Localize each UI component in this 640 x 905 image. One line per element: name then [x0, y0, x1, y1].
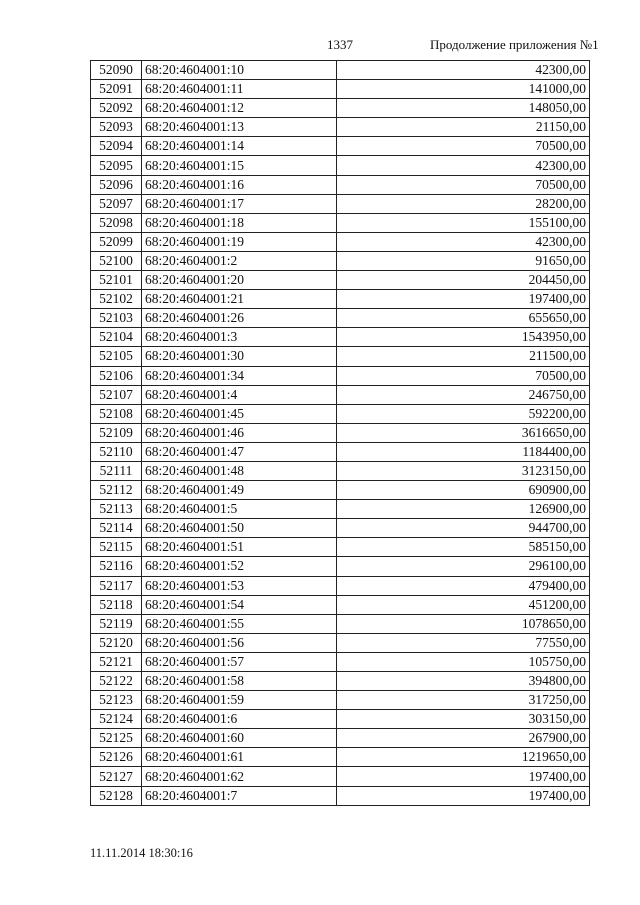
- cadastral-number: 68:20:4604001:59: [142, 691, 337, 710]
- row-number: 52091: [91, 80, 142, 99]
- cadastral-number: 68:20:4604001:26: [142, 309, 337, 328]
- table-row: [91, 232, 590, 251]
- cadastral-value: 1543950,00: [337, 328, 590, 347]
- table-row: [91, 137, 590, 156]
- row-number: 52100: [91, 251, 142, 270]
- table-row: [91, 538, 590, 557]
- page-number: 1337: [327, 37, 353, 52]
- cadastral-value: 211500,00: [337, 347, 590, 366]
- table-row: [91, 99, 590, 118]
- cadastral-value: 77550,00: [337, 633, 590, 652]
- table-row: [91, 290, 590, 309]
- table-row: [91, 366, 590, 385]
- table-row: [91, 347, 590, 366]
- table-row: [91, 61, 590, 80]
- cadastral-value: 3616650,00: [337, 423, 590, 442]
- cadastral-number: 68:20:4604001:20: [142, 271, 337, 290]
- row-number: 52097: [91, 194, 142, 213]
- cadastral-value: 105750,00: [337, 652, 590, 671]
- table-row: [91, 767, 590, 786]
- row-number: 52098: [91, 213, 142, 232]
- cadastral-number: 68:20:4604001:57: [142, 652, 337, 671]
- cadastral-value: 1078650,00: [337, 614, 590, 633]
- cadastral-value: 655650,00: [337, 309, 590, 328]
- row-number: 52101: [91, 271, 142, 290]
- row-number: 52117: [91, 576, 142, 595]
- row-number: 52094: [91, 137, 142, 156]
- cadastral-value: 944700,00: [337, 519, 590, 538]
- table-row: [91, 461, 590, 480]
- row-number: 52107: [91, 385, 142, 404]
- row-number: 52118: [91, 595, 142, 614]
- cadastral-value: 70500,00: [337, 366, 590, 385]
- cadastral-value-table: [90, 60, 590, 806]
- cadastral-value: 246750,00: [337, 385, 590, 404]
- cadastral-value: 155100,00: [337, 213, 590, 232]
- cadastral-number: 68:20:4604001:13: [142, 118, 337, 137]
- table-row: [91, 786, 590, 805]
- cadastral-number: 68:20:4604001:34: [142, 366, 337, 385]
- cadastral-number: 68:20:4604001:50: [142, 519, 337, 538]
- cadastral-value: 303150,00: [337, 710, 590, 729]
- print-timestamp: 11.11.2014 18:30:16: [90, 846, 193, 860]
- cadastral-number: 68:20:4604001:10: [142, 61, 337, 80]
- cadastral-value: 690900,00: [337, 481, 590, 500]
- cadastral-number: 68:20:4604001:51: [142, 538, 337, 557]
- cadastral-number: 68:20:4604001:56: [142, 633, 337, 652]
- table-row: [91, 175, 590, 194]
- row-number: 52116: [91, 557, 142, 576]
- cadastral-value: 317250,00: [337, 691, 590, 710]
- cadastral-number: 68:20:4604001:5: [142, 500, 337, 519]
- row-number: 52106: [91, 366, 142, 385]
- table-row: [91, 557, 590, 576]
- table-row: [91, 710, 590, 729]
- row-number: 52108: [91, 404, 142, 423]
- table-row: [91, 328, 590, 347]
- table-row: [91, 194, 590, 213]
- cadastral-number: 68:20:4604001:53: [142, 576, 337, 595]
- table-row: [91, 633, 590, 652]
- table-body: [91, 61, 590, 806]
- cadastral-number: 68:20:4604001:19: [142, 232, 337, 251]
- cadastral-value: 21150,00: [337, 118, 590, 137]
- cadastral-number: 68:20:4604001:62: [142, 767, 337, 786]
- cadastral-number: 68:20:4604001:49: [142, 481, 337, 500]
- cadastral-number: 68:20:4604001:6: [142, 710, 337, 729]
- row-number: 52103: [91, 309, 142, 328]
- cadastral-value: 141000,00: [337, 80, 590, 99]
- cadastral-number: 68:20:4604001:18: [142, 213, 337, 232]
- row-number: 52127: [91, 767, 142, 786]
- table-row: [91, 500, 590, 519]
- cadastral-value: 70500,00: [337, 175, 590, 194]
- cadastral-number: 68:20:4604001:55: [142, 614, 337, 633]
- cadastral-number: 68:20:4604001:16: [142, 175, 337, 194]
- table-row: [91, 614, 590, 633]
- row-number: 52126: [91, 748, 142, 767]
- cadastral-value: 479400,00: [337, 576, 590, 595]
- row-number: 52093: [91, 118, 142, 137]
- row-number: 52110: [91, 442, 142, 461]
- cadastral-value: 197400,00: [337, 786, 590, 805]
- cadastral-value: 585150,00: [337, 538, 590, 557]
- row-number: 52096: [91, 175, 142, 194]
- cadastral-value: 592200,00: [337, 404, 590, 423]
- table-row: [91, 442, 590, 461]
- cadastral-number: 68:20:4604001:45: [142, 404, 337, 423]
- table-row: [91, 404, 590, 423]
- row-number: 52125: [91, 729, 142, 748]
- row-number: 52115: [91, 538, 142, 557]
- cadastral-number: 68:20:4604001:3: [142, 328, 337, 347]
- cadastral-number: 68:20:4604001:46: [142, 423, 337, 442]
- row-number: 52120: [91, 633, 142, 652]
- table-row: [91, 118, 590, 137]
- row-number: 52112: [91, 481, 142, 500]
- cadastral-number: 68:20:4604001:7: [142, 786, 337, 805]
- table-row: [91, 80, 590, 99]
- table-row: [91, 652, 590, 671]
- row-number: 52092: [91, 99, 142, 118]
- table-row: [91, 729, 590, 748]
- row-number: 52119: [91, 614, 142, 633]
- cadastral-value: 28200,00: [337, 194, 590, 213]
- table-row: [91, 576, 590, 595]
- cadastral-value: 42300,00: [337, 232, 590, 251]
- row-number: 52124: [91, 710, 142, 729]
- cadastral-value: 197400,00: [337, 290, 590, 309]
- cadastral-number: 68:20:4604001:11: [142, 80, 337, 99]
- row-number: 52128: [91, 786, 142, 805]
- cadastral-value: 126900,00: [337, 500, 590, 519]
- cadastral-value: 70500,00: [337, 137, 590, 156]
- cadastral-value: 91650,00: [337, 251, 590, 270]
- cadastral-value: 42300,00: [337, 61, 590, 80]
- cadastral-number: 68:20:4604001:54: [142, 595, 337, 614]
- table-row: [91, 748, 590, 767]
- cadastral-value: 3123150,00: [337, 461, 590, 480]
- cadastral-value: 197400,00: [337, 767, 590, 786]
- table-row: [91, 519, 590, 538]
- cadastral-value: 148050,00: [337, 99, 590, 118]
- cadastral-number: 68:20:4604001:4: [142, 385, 337, 404]
- row-number: 52102: [91, 290, 142, 309]
- row-number: 52121: [91, 652, 142, 671]
- table-row: [91, 672, 590, 691]
- cadastral-value: 1184400,00: [337, 442, 590, 461]
- table-row: [91, 156, 590, 175]
- cadastral-number: 68:20:4604001:2: [142, 251, 337, 270]
- row-number: 52113: [91, 500, 142, 519]
- table-row: [91, 595, 590, 614]
- cadastral-value: 204450,00: [337, 271, 590, 290]
- row-number: 52099: [91, 232, 142, 251]
- cadastral-number: 68:20:4604001:14: [142, 137, 337, 156]
- cadastral-number: 68:20:4604001:30: [142, 347, 337, 366]
- table-row: [91, 385, 590, 404]
- cadastral-value: 42300,00: [337, 156, 590, 175]
- cadastral-number: 68:20:4604001:15: [142, 156, 337, 175]
- cadastral-number: 68:20:4604001:48: [142, 461, 337, 480]
- table-row: [91, 251, 590, 270]
- cadastral-number: 68:20:4604001:61: [142, 748, 337, 767]
- table-row: [91, 481, 590, 500]
- table-row: [91, 213, 590, 232]
- table-row: [91, 691, 590, 710]
- row-number: 52109: [91, 423, 142, 442]
- cadastral-number: 68:20:4604001:52: [142, 557, 337, 576]
- row-number: 52122: [91, 672, 142, 691]
- row-number: 52095: [91, 156, 142, 175]
- row-number: 52111: [91, 461, 142, 480]
- cadastral-value: 394800,00: [337, 672, 590, 691]
- cadastral-number: 68:20:4604001:12: [142, 99, 337, 118]
- cadastral-value: 1219650,00: [337, 748, 590, 767]
- table-row: [91, 423, 590, 442]
- cadastral-number: 68:20:4604001:58: [142, 672, 337, 691]
- table-row: [91, 309, 590, 328]
- cadastral-number: 68:20:4604001:21: [142, 290, 337, 309]
- cadastral-number: 68:20:4604001:47: [142, 442, 337, 461]
- cadastral-number: 68:20:4604001:17: [142, 194, 337, 213]
- cadastral-value: 296100,00: [337, 557, 590, 576]
- row-number: 52123: [91, 691, 142, 710]
- cadastral-value: 267900,00: [337, 729, 590, 748]
- row-number: 52114: [91, 519, 142, 538]
- table-row: [91, 271, 590, 290]
- row-number: 52090: [91, 61, 142, 80]
- appendix-title: Продолжение приложения №1: [430, 37, 599, 52]
- row-number: 52104: [91, 328, 142, 347]
- row-number: 52105: [91, 347, 142, 366]
- cadastral-number: 68:20:4604001:60: [142, 729, 337, 748]
- cadastral-value: 451200,00: [337, 595, 590, 614]
